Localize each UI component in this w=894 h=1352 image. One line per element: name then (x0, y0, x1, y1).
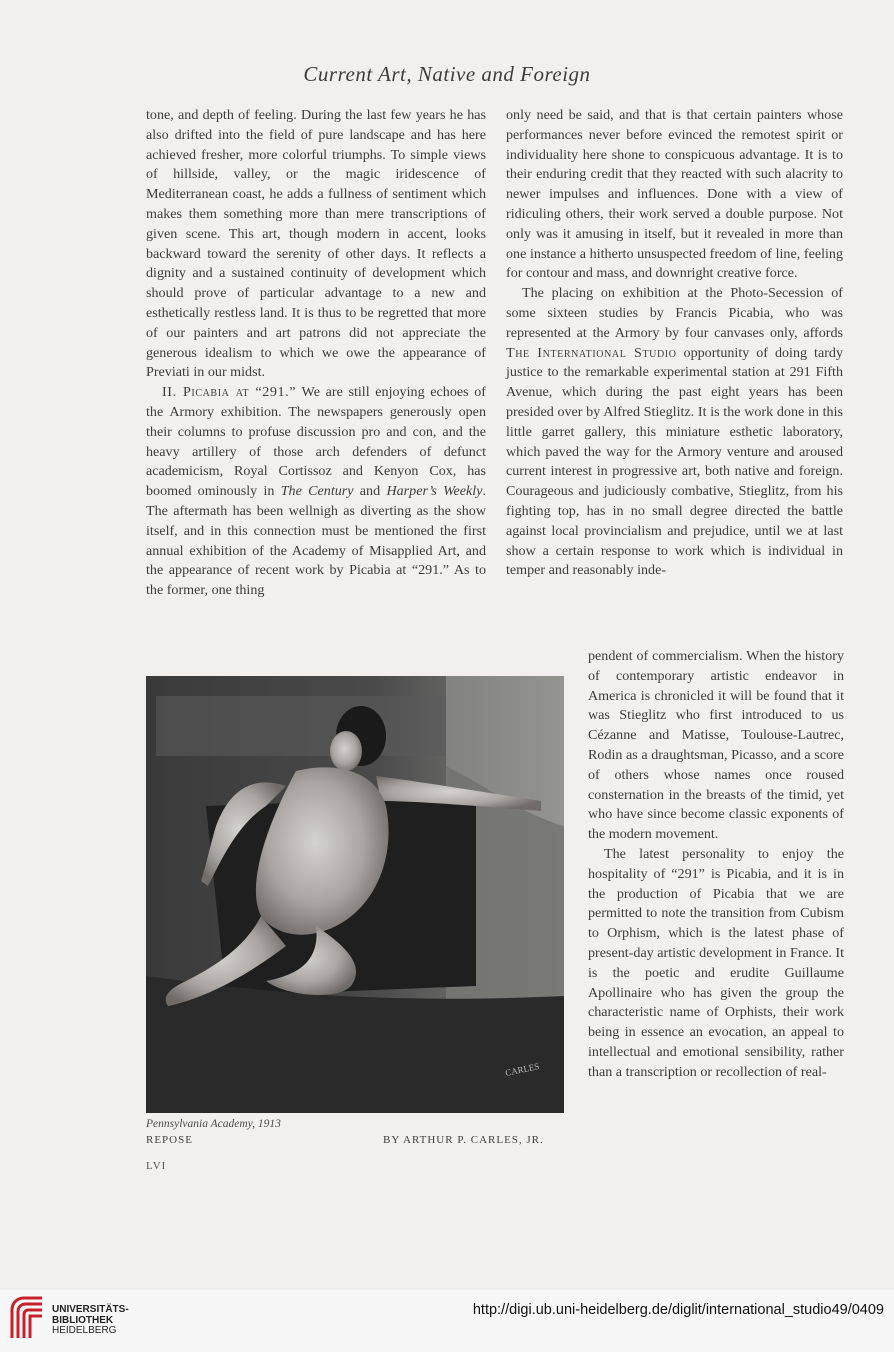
paragraph-previati: tone, and depth of feeling. During the last few years he has also drifted into the field of pure landscape and has here achieved fresher, more colorful triumphs. To simple views of hillside, valley, or the magic iridescence of Mediterranean coast, he adds a fullness of sentiment which makes them something more than mere transcriptions of given scene. This art, though modern in accent, looks backward toward the serenity of other days. It reflects a dignity and a sustained continuity of development which should prove of particular advantage to a new and esthetically restless land. It is thus to be regretted that more of our painters and art patrons did not appreciate the generous idealism to which we owe the appearance of Previati in our midst. (146, 107, 486, 381)
text-run: The placing on exhibition at the Photo-Secession of some sixteen studies by Francis Picabia, who was represented at the Armory by four canvases only, affords (506, 285, 843, 341)
painting-reproduction (146, 676, 564, 1113)
digitization-footer (0, 1290, 894, 1352)
right-column (506, 106, 843, 581)
text-run: opportunity of doing tardy justice to the remarkable experimental station at 291 Fifth Avenue, which during the past eight years has been presided over by Alfred Stieglitz. It is the work done in this little garret gallery, this miniature esthetic laboratory, which paved the way for the Armory venture and aroused current interest in progressive art, both native and foreign. Courageous and judiciously combative, Stieglitz, from his fighting top, has in no small degree directed the battle against local provincialism and prejudice, until we at last show a certain response to work which is individual in temper and reasonably inde- (506, 344, 843, 579)
caption-title: REPOSE (146, 1134, 193, 1146)
text-run: and (353, 483, 387, 500)
source-url-link[interactable]: http://digi.ub.uni-heidelberg.de/diglit/international_studio49/0409 (472, 1302, 884, 1318)
caption-artist: BY ARTHUR P. CARLES, JR. (383, 1134, 544, 1146)
left-column (146, 106, 486, 601)
university-library-logo-icon (8, 1294, 50, 1340)
running-head: Current Art, Native and Foreign (303, 62, 591, 86)
section-heading: II. Picabia at “291.” (162, 384, 297, 401)
page-number: LVI (146, 1160, 167, 1172)
figure-head (330, 731, 362, 771)
paragraph-academy-misapplied-art: only need be said, and that is that certain painters whose performances never before evinced the remotest spirit or individuality here shone to conspicuous advantage. It is to their enduring credit that they reacted with such alacrity to newer impulses and influences. Done with a view of ridiculing others, their work served a double purpose. Not only was it amusing in itself, but it revealed in more than one instance a hitherto unsuspected freedom of line, feeling for contour and mass, and downright creative force. (506, 107, 843, 282)
library-name-line: BIBLIOTHEK (52, 1314, 114, 1326)
right-column-continued (588, 647, 844, 1083)
artist-signature: CARLES (504, 1060, 541, 1078)
library-name (52, 1305, 129, 1337)
cushion-top (156, 696, 446, 756)
paragraph-photo-secession (506, 284, 843, 581)
paragraph-continuation: pendent of commercialism. When the history of contemporary artistic endeavor in America is chronicled it will be found that it was Stieglitz who first introduced to us Cézanne and Matisse, Toulouse-Lautrec, Rodin as a draughtsman, Picasso, and a score of others whose names once roused consternation in the breasts of the timid, yet who have since become classic exponents of the modern movement. (588, 648, 844, 843)
library-name-line: HEIDELBERG (52, 1325, 117, 1336)
repose-painting (146, 676, 564, 1113)
text-run: We are still enjoying echoes of the Armory exhibition. The newspapers generously open their columns to profuse discussion pro and con, and the heavy artillery of those arch defenders of defunct academicism, Royal Cortissoz and Kenyon Cox, has boomed ominously in (146, 384, 486, 500)
periodical-title: The Century (280, 483, 354, 500)
periodical-title: Harper’s Weekly (386, 483, 483, 500)
paragraph-picabia (146, 383, 486, 601)
magazine-name: The International Studio (506, 344, 677, 361)
library-name-line: UNIVERSITÄTS- (52, 1304, 129, 1315)
paragraph-orphism: The latest personality to enjoy the hospitality of “291” is Picabia, and it is in the production of Picabia that we are permitted to note the transition from Cubism to Orphism, which is the latest phase of present-day artistic development in France. It is the poetic and erudite Guillaume Apollinaire who has given the group the characteristic name of Orphists, their work being in essence an evocation, an appeal to intellectual and emotional sensibility, rather than a transcription or recollection of real- (588, 845, 844, 1080)
image-credit: Pennsylvania Academy, 1913 (146, 1118, 281, 1130)
text-run: . The aftermath has been wellnigh as diverting as the show itself, and in this connection must be mentioned the first annual exhibition of the Academy of Misapplied Art, and the appearance of recent work by Picabia at “291.” As to the former, one thing (146, 483, 487, 599)
